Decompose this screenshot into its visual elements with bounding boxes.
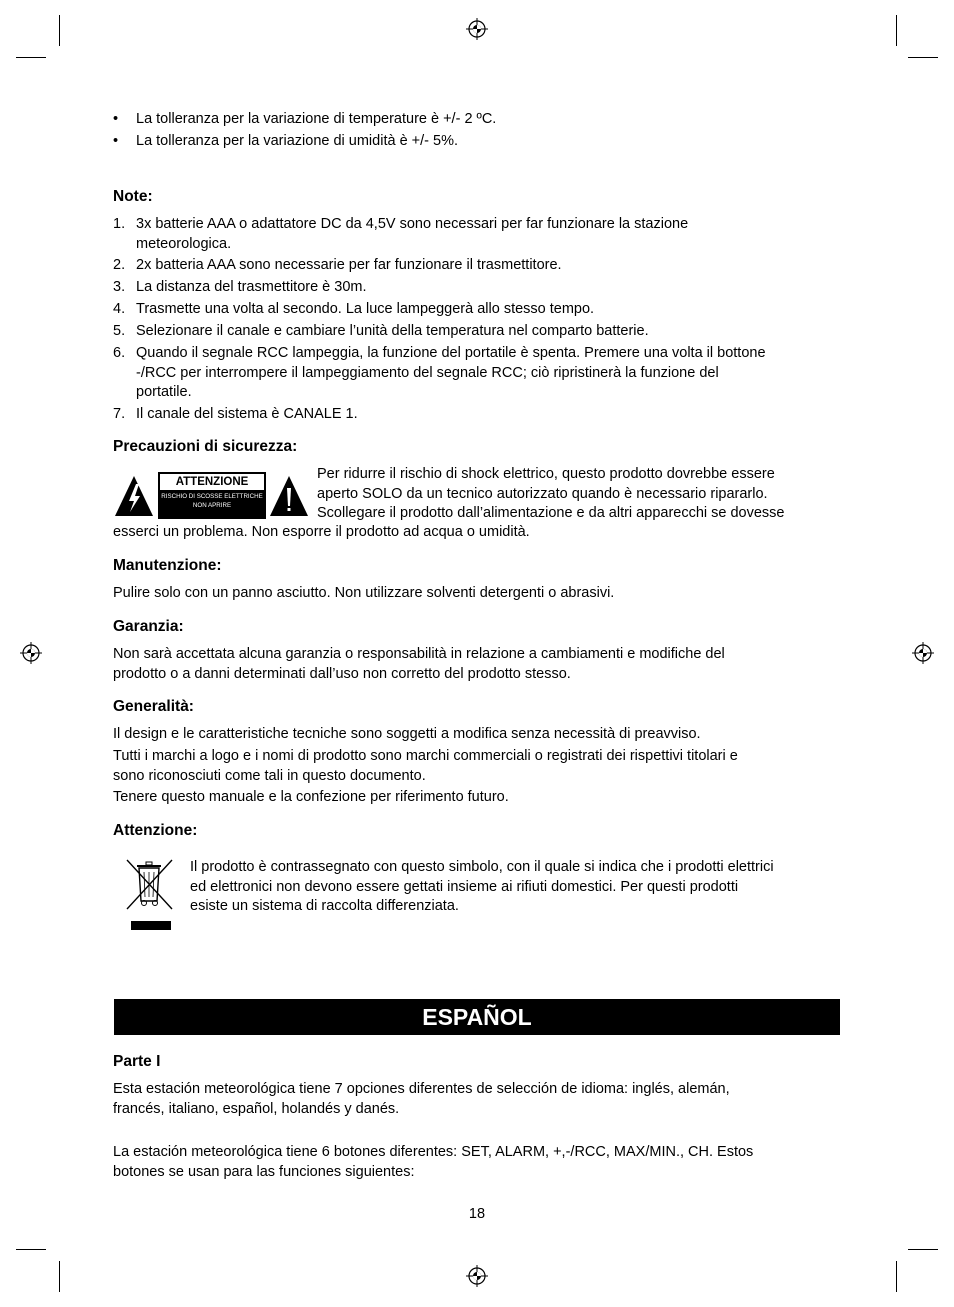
- warning-label-subtitle: [159, 492, 265, 510]
- safety-line: Per ridurre il rischio di shock elettrico, questo prodotto dovrebbe essere: [317, 466, 775, 482]
- crop-mark: [908, 57, 938, 58]
- page-number: 18: [468, 1206, 486, 1222]
- warning-label-line: NON APRIRE: [192, 502, 232, 509]
- warranty-line: prodotto o a danni determinati dall’uso non corretto del prodotto stesso.: [113, 665, 571, 682]
- general-line: Tenere questo manuale e la confezione per riferimento futuro.: [113, 789, 509, 805]
- item-line: -/RCC per interrompere il lampeggiamento del segnale RCC; ciò ripristinerà la funzione del: [136, 364, 719, 381]
- paragraph-line: La estación meteorológica tiene 6 botones diferentes: SET, ALARM, +,-/RCC, MAX/MIN., CH. Estos: [113, 1144, 754, 1160]
- paragraph-line: Esta estación meteorológica tiene 7 opciones diferentes de selección de idioma: inglés, alemán,: [113, 1081, 730, 1097]
- warranty-line: Non sarà accettata alcuna garanzia o responsabilità in relazione a cambiamenti e modifiche del: [113, 646, 725, 662]
- item-number: 3.: [113, 279, 126, 295]
- crop-mark: [59, 15, 60, 46]
- general-text: [113, 747, 843, 786]
- item-line: Quando il segnale RCC lampeggia, la funzione del portatile è spenta. Premere una volta il bottone: [136, 345, 766, 361]
- paragraph-line: francés, italiano, español, holandés y danés.: [113, 1100, 400, 1117]
- general-heading: Generalità:: [113, 698, 194, 715]
- general-line: sono riconosciuti come tali in questo documento.: [113, 767, 426, 784]
- warning-label-line: RISCHIO DI SCOSSE ELETTRICHE: [161, 493, 263, 500]
- item-line: La distanza del trasmettitore è 30m.: [136, 279, 367, 295]
- item-line: Selezionare il canale e cambiare l’unità della temperatura nel comparto batterie.: [136, 323, 649, 339]
- item-number: 4.: [113, 301, 126, 317]
- item-line: Trasmette una volta al secondo. La luce lampeggerà allo stesso tempo.: [136, 301, 595, 317]
- item-number: 2.: [113, 257, 126, 273]
- tolerance-text: La tolleranza per la variazione di temperature è +/- 2 ºC.: [136, 111, 497, 127]
- registration-mark-icon: [466, 1265, 488, 1287]
- crop-mark: [59, 1261, 60, 1292]
- safety-text: [317, 465, 847, 524]
- weee-crossed-bin-icon: [124, 857, 176, 931]
- item-number: 1.: [113, 216, 126, 232]
- attention-text: [190, 858, 850, 917]
- paragraph: [113, 1080, 843, 1119]
- item-line: Il canale del sistema è CANALE 1.: [136, 406, 358, 422]
- warning-label-title: ATTENZIONE: [160, 474, 264, 490]
- bullet-icon: •: [113, 133, 119, 149]
- crop-mark: [908, 1249, 938, 1250]
- paragraph-line: botones se usan para las funciones siguientes:: [113, 1163, 415, 1180]
- safety-line: esserci un problema. Non esporre il prodotto ad acqua o umidità.: [113, 524, 530, 540]
- attention-line: esiste un sistema di raccolta differenziata.: [190, 898, 459, 914]
- paragraph: [113, 1143, 843, 1182]
- item-line: 3x batterie AAA o adattatore DC da 4,5V sono necessari per far funzionare la stazione: [136, 216, 689, 232]
- safety-line: aperto SOLO da un tecnico autorizzato quando è necessario ripararlo.: [317, 485, 768, 502]
- warranty-heading: Garanzia:: [113, 618, 184, 635]
- item-number: 7.: [113, 406, 126, 422]
- warning-label: [158, 472, 266, 519]
- attention-line: ed elettronici non devono essere gettati insieme ai rifiuti domestici. Per questi prodotti: [190, 878, 739, 895]
- attention-heading: Attenzione:: [113, 822, 198, 839]
- electric-shock-warning-icon: [113, 474, 155, 518]
- crop-mark: [16, 1249, 46, 1250]
- registration-mark-icon: [20, 642, 42, 664]
- warranty-text: [113, 645, 843, 684]
- attention-line: Il prodotto è contrassegnato con questo simbolo, con il quale si indica che i prodotti elettrici: [190, 859, 774, 875]
- crop-mark: [896, 1261, 897, 1292]
- registration-mark-icon: [912, 642, 934, 664]
- general-line: Il design e le caratteristiche tecniche sono soggetti a modifica senza necessità di preavviso.: [113, 726, 701, 742]
- safety-line: Scollegare il prodotto dall’alimentazione e da altri apparecchi se dovesse: [317, 505, 785, 521]
- note-heading: Note:: [113, 188, 153, 205]
- safety-heading: Precauzioni di sicurezza:: [113, 438, 298, 455]
- crop-mark: [16, 57, 46, 58]
- item-number: 6.: [113, 345, 126, 361]
- tolerance-text: La tolleranza per la variazione di umidità è +/- 5%.: [136, 133, 458, 149]
- crop-mark: [896, 15, 897, 46]
- item-line: 2x batteria AAA sono necessarie per far funzionare il trasmettitore.: [136, 257, 562, 273]
- maintenance-heading: Manutenzione:: [113, 557, 222, 574]
- bullet-icon: •: [113, 111, 119, 127]
- part-heading: Parte I: [113, 1053, 161, 1070]
- exclamation-warning-icon: [268, 474, 310, 518]
- registration-mark-icon: [466, 18, 488, 40]
- item-line: meteorologica.: [136, 235, 232, 252]
- item-number: 5.: [113, 323, 126, 339]
- item-line: portatile.: [136, 384, 192, 400]
- maintenance-text: Pulire solo con un panno asciutto. Non utilizzare solventi detergenti o abrasivi.: [113, 585, 615, 601]
- general-line: Tutti i marchi a logo e i nomi di prodotto sono marchi commerciali o registrati dei rispettivi titolari e: [113, 748, 738, 764]
- language-banner: ESPAÑOL: [114, 999, 840, 1035]
